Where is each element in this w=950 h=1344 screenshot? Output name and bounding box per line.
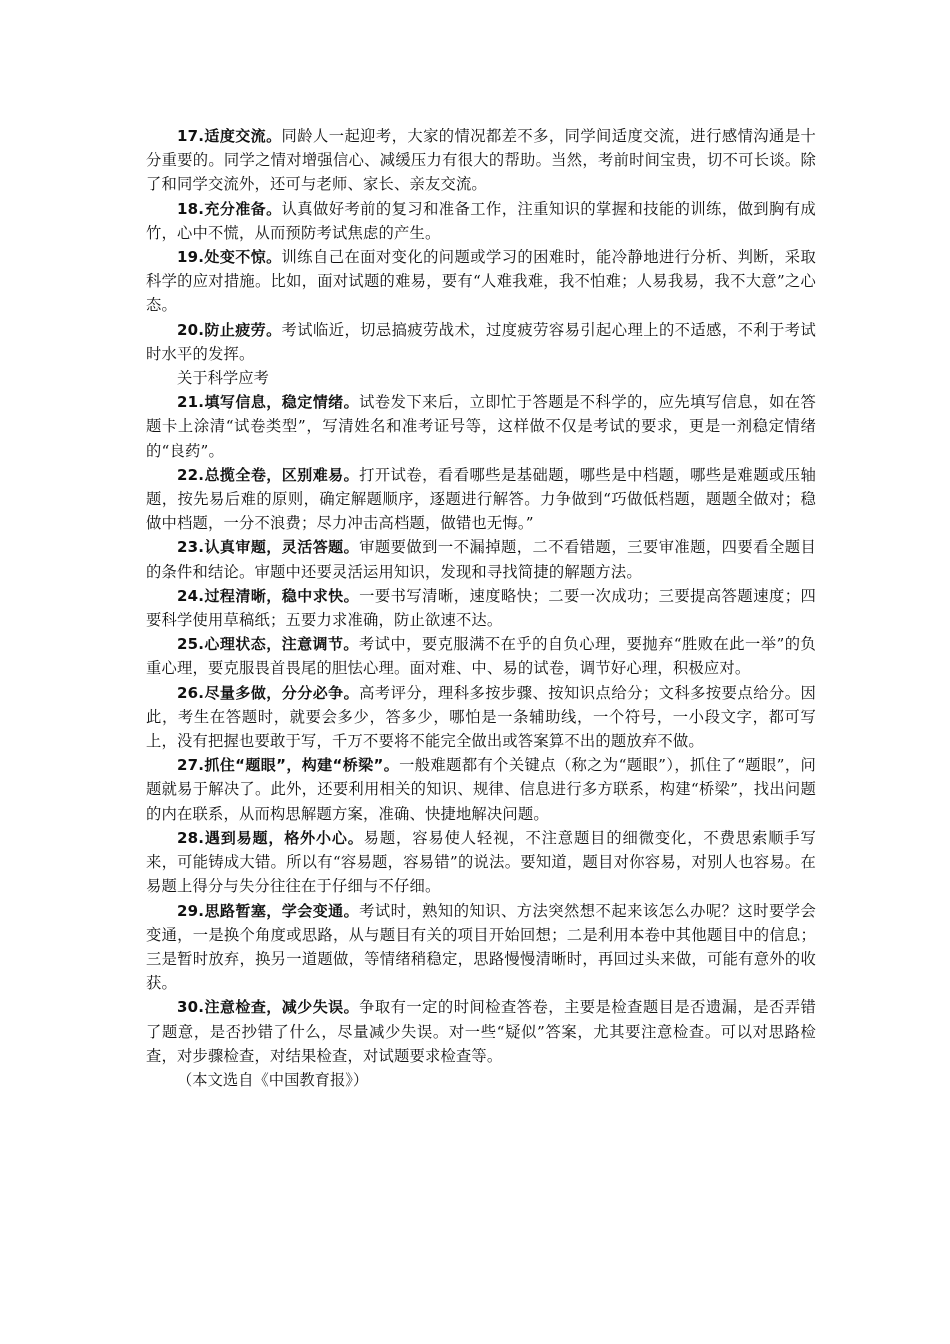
paragraph-item-24 [146,584,816,632]
paragraph-heading: 18.充分准备。 [177,199,282,218]
paragraph-item-29 [146,899,816,996]
paragraph-heading: 26.尽量多做，分分必争。 [177,683,360,702]
paragraph-body: 训练自己在面对变化的问题或学习的困难时，能冷静地进行分析、判断，采取科学的应对措施。比如，面对试题的难易，要有“人难我难，我不怕难；人易我易，我不大意”之心态。 [146,248,816,315]
paragraph-body: 一般难题都有个关键点（称之为“题眼”），抓住了“题眼”，问题就易于解决了。此外，还要利用相关的知识、规律、信息进行多方联系，构建“桥梁”，找出问题的内在联系，从而构思解题方案，准确、快捷地解决问题。 [146,756,816,823]
paragraph-body: 试卷发下来后，立即忙于答题是不科学的，应先填写信息，如在答题卡上涂清“试卷类型”，写清姓名和准考证号等，这样做不仅是考试的要求，更是一剂稳定情绪的“良药”。 [146,393,816,460]
paragraph-item-27 [146,753,816,826]
paragraph-body: 考试临近，切忌搞疲劳战术，过度疲劳容易引起心理上的不适感，不利于考试时水平的发挥。 [146,320,816,363]
paragraph-item-23 [146,535,816,583]
paragraph-heading: 25.心理状态，注意调节。 [177,635,359,654]
paragraph-body: 易题，容易使人轻视，不注意题目的细微变化，不费思索顺手写来，可能铸成大错。所以有“容易题，容易错”的说法。要知道，题目对你容易，对别人也容易。在易题上得分与失分往往在于仔细与不仔细。 [146,828,816,896]
paragraph-heading: 27.抓住“题眼”，构建“桥梁”。 [177,756,400,775]
paragraph-heading: 23.认真审题，灵活答题。 [177,538,360,557]
paragraph-body: 同龄人一起迎考，大家的情况都差不多，同学间适度交流，进行感情沟通是十分重要的。同学之情对增强信心、减缓压力有很大的帮助。当然，考前时间宝贵，切不可长谈。除了和同学交流外，还可与老师、家长、亲友交流。 [146,127,816,194]
paragraph-heading: 28.遇到易题，格外小心。 [177,828,364,847]
paragraph-body: 考试时，熟知的知识、方法突然想不起来该怎么办呢？这时要学会变通，一是换个角度或思路，从与题目有关的项目开始回想；二是利用本卷中其他题目中的信息；三是暂时放弃，换另一道题做，等情绪稍稳定，思路慢慢清晰时，再回过头来做，可能有意外的收获。 [146,901,816,993]
paragraph-heading: 24.过程清晰，稳中求快。 [177,586,360,605]
paragraph-heading: 19.处变不惊。 [177,248,282,267]
paragraph-heading: 30.注意检查，减少失误。 [177,998,360,1017]
paragraph-body: 审题要做到一不漏掉题，二不看错题，三要审准题，四要看全题目的条件和结论。审题中还要灵活运用知识，发现和寻找简捷的解题方法。 [146,538,816,581]
paragraph-item-20 [146,318,816,366]
paragraph-item-18 [146,197,816,245]
paragraph-item-22 [146,463,816,536]
paragraph-heading: 22.总揽全卷，区别难易。 [177,465,360,484]
paragraph-item-17 [146,124,816,197]
paragraph-heading: 20.防止疲劳。 [177,320,282,339]
source-note: （本文选自《中国教育报》） [177,1070,369,1089]
paragraph-body: 考试中，要克服满不在乎的自负心理，要抛弃“胜败在此一举”的负重心理，要克服畏首畏尾的胆怯心理。面对难、中、易的试卷，调节好心理，积极应对。 [146,635,816,678]
paragraph-body: 一要书写清晰，速度略快；二要一次成功；三要提高答题速度；四要科学使用草稿纸；五要力求准确，防止欲速不达。 [146,586,816,630]
paragraph-body: 争取有一定的时间检查答卷，主要是检查题目是否遗漏，是否弄错了题意，是否抄错了什么，尽量减少失误。对一些“疑似”答案，尤其要注意检查。可以对思路检查，对步骤检查，对结果检查，对试题要求检查等。 [146,998,816,1065]
paragraph-item-25 [146,632,816,680]
paragraph-heading: 29.思路暂塞，学会变通。 [177,901,360,920]
paragraph-body: 认真做好考前的复习和准备工作，注重知识的掌握和技能的训练，做到胸有成竹，心中不慌，从而预防考试焦虑的产生。 [146,199,816,242]
paragraph-item-26 [146,681,816,754]
paragraph-item-21 [146,390,816,463]
paragraph-heading: 21.填写信息，稳定情绪。 [177,393,360,412]
paragraph-body: 高考评分，理科多按步骤、按知识点给分；文科多按要点给分。因此，考生在答题时，就要会多少，答多少，哪怕是一条辅助线，一个符号，一小段文字，都可写上，没有把握也要敢于写，千万不要将不能完全做出或答案算不出的题放弃不做。 [146,683,816,751]
paragraph-heading: 17.适度交流。 [177,127,282,145]
document-page [146,124,816,1092]
paragraph-item-30 [146,995,816,1068]
paragraph-body: 打开试卷，看看哪些是基础题，哪些是中档题，哪些是难题或压轴题，按先易后难的原则，确定解题顺序，逐题进行解答。力争做到“巧做低档题，题题全做对；稳做中档题，一分不浪费；尽力冲击高档题，做错也无悔。” [146,465,816,533]
paragraph-item-19 [146,245,816,318]
section-title: 关于科学应考 [177,369,269,388]
paragraph-item-28 [146,826,816,899]
